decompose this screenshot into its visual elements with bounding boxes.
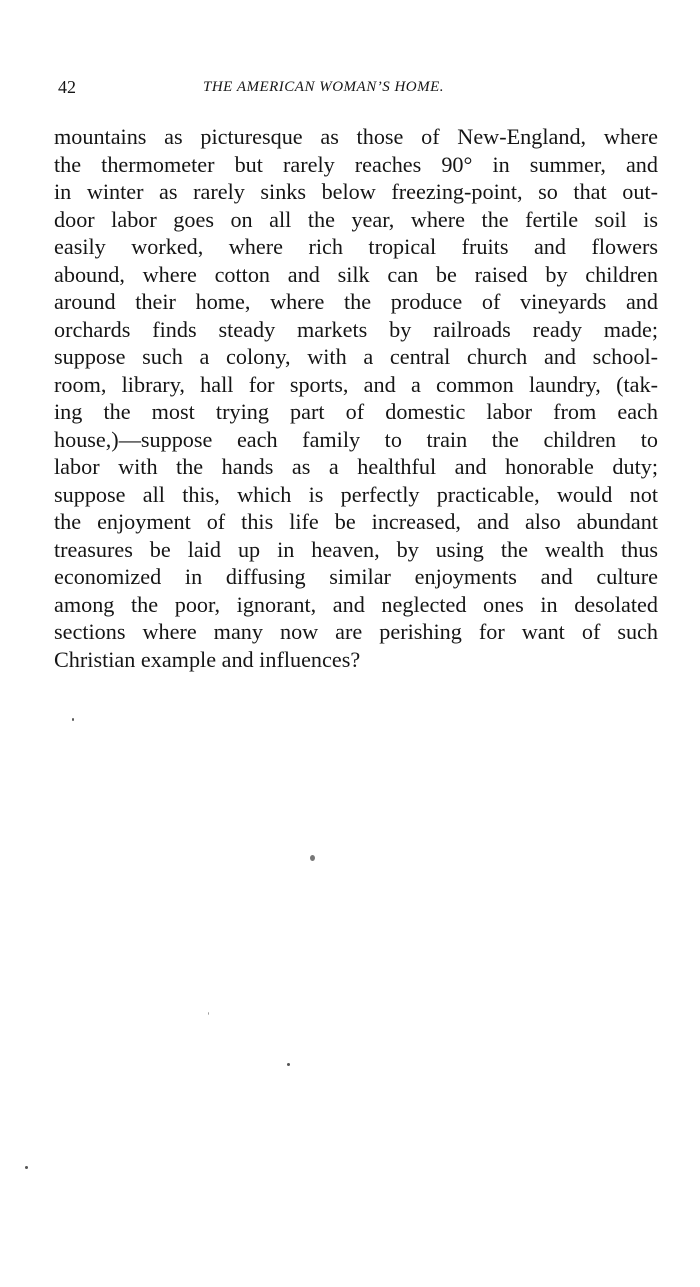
- ink-speck: [208, 1012, 209, 1015]
- text-line: treasures be laid up in heaven, by using the wealth thus: [54, 536, 658, 562]
- ink-speck: [72, 718, 74, 721]
- text-line: suppose such a colony, with a central church and school-: [54, 344, 658, 369]
- text-line: door labor goes on all the year, where the fertile soil is: [54, 206, 658, 232]
- text-line: in winter as rarely sinks below freezing-point, so that out-: [54, 179, 658, 204]
- page-number: 42: [58, 77, 76, 97]
- text-line: labor with the hands as a healthful and honorable duty;: [54, 454, 658, 479]
- text-line: orchards finds steady markets by railroads ready made;: [54, 316, 658, 342]
- text-line: around their home, where the produce of vineyards and: [54, 289, 658, 314]
- ink-speck: [287, 1063, 290, 1066]
- text-line: mountains as picturesque as those of New-England, where: [54, 124, 658, 149]
- running-title: THE AMERICAN WOMAN’S HOME.: [203, 79, 445, 95]
- body-paragraph: [54, 123, 658, 673]
- text-line: easily worked, where rich tropical fruits and flowers: [54, 234, 658, 259]
- ink-speck: [310, 855, 315, 861]
- text-line: suppose all this, which is perfectly practicable, would not: [54, 481, 658, 507]
- text-line: among the poor, ignorant, and neglected ones in desolated: [54, 591, 658, 617]
- text-line: sections where many now are perishing for want of such: [54, 619, 658, 644]
- text-line: abound, where cotton and silk can be raised by children: [54, 261, 658, 287]
- page-header: [58, 74, 658, 100]
- text-line: ing the most trying part of domestic labor from each: [54, 399, 658, 424]
- text-line: Christian example and influences?: [54, 646, 361, 672]
- text-line: the enjoyment of this life be increased, and also abundant: [54, 509, 658, 534]
- text-line: room, library, hall for sports, and a common laundry, (tak-: [54, 371, 658, 397]
- text-line: the thermometer but rarely reaches 90° in summer, and: [54, 151, 658, 177]
- ink-speck: [25, 1166, 28, 1169]
- text-line: economized in diffusing similar enjoyments and culture: [54, 564, 658, 589]
- text-line: house,)—suppose each family to train the children to: [54, 426, 658, 452]
